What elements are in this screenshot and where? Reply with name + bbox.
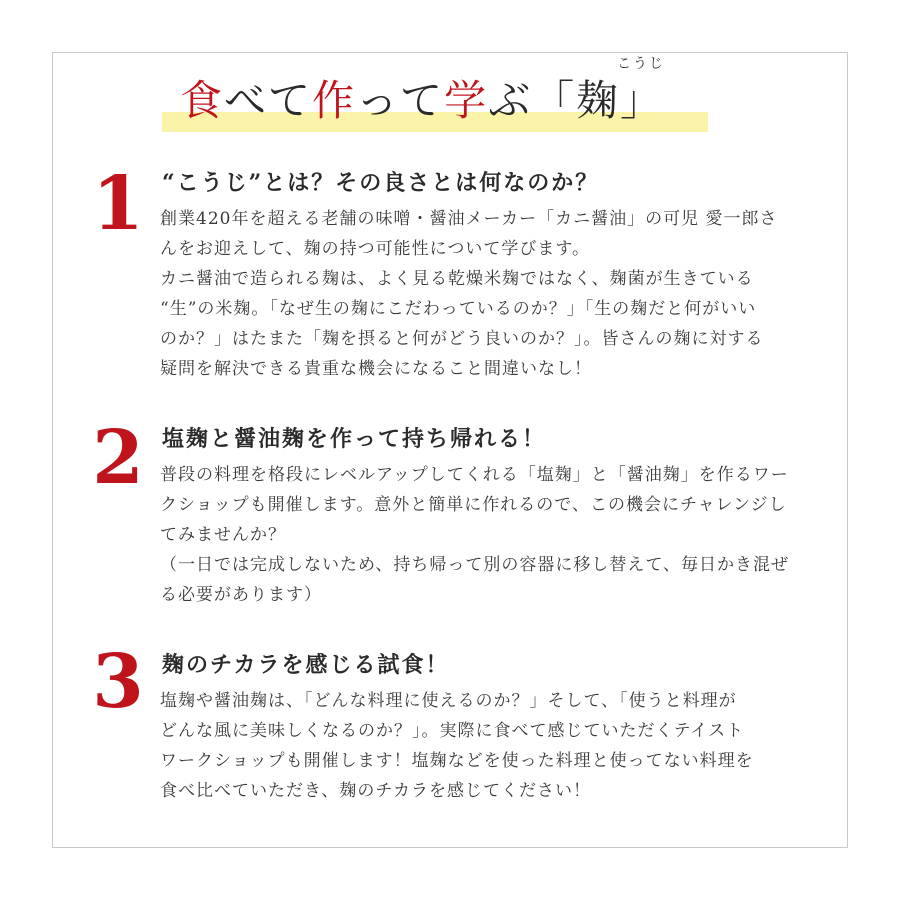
title-part-3: 作 <box>312 76 357 125</box>
section-1-body <box>160 204 840 384</box>
section-3-heading: 麹のチカラを感じる試食！ <box>162 652 450 678</box>
title-part-1: 食 <box>180 76 225 125</box>
section-1-line: “生”の米麹。「なぜ生の麹にこだわっているのか？」「生の麹だと何がいい <box>160 299 757 319</box>
title-ruby: こうじ <box>617 56 665 72</box>
section-1-line: のか？」はたまた「麹を摂ると何がどう良いのか？」。皆さんの麹に対する <box>160 329 764 349</box>
section-3-body <box>160 686 840 806</box>
section-2-heading: 塩麹と醤油麹を作って持ち帰れる！ <box>162 426 547 452</box>
section-3-line: ワークショップも開催します！塩麹などを使った料理と使ってない料理を <box>160 751 754 771</box>
section-2-line: 普段の料理を格段にレベルアップしてくれる「塩麹」と「醤油麹」を作るワー <box>160 465 789 485</box>
section-3-line: どんな風に美味しくなるのか？」。実際に食べて感じていただくテイスト <box>160 721 745 741</box>
title-part-5: 学 <box>444 76 489 125</box>
section-3-number: 3 <box>92 639 144 725</box>
section-2-line: （一日では完成しないため、持ち帰って別の容器に移し替えて、毎日かき混ぜ <box>160 555 789 575</box>
title-block <box>162 58 708 138</box>
section-1-number: 1 <box>92 161 144 247</box>
section-2-line: クショップも開催します。意外と簡単に作れるので、この機会にチャレンジし <box>160 495 787 515</box>
section-3-line: 食べ比べていただき、麹のチカラを感じてください！ <box>160 781 591 801</box>
title-part-2: べて <box>224 76 313 125</box>
title-part-4: って <box>356 76 445 125</box>
section-2-line: る必要があります） <box>160 585 322 605</box>
section-1-line: んをお迎えして、麹の持つ可能性について学びます。 <box>160 239 590 259</box>
section-1-line: 創業420年を超える老舗の味噌・醤油メーカー「カニ醤油」の可児 愛一郎さ <box>160 209 778 229</box>
section-1-line: カニ醤油で造られる麹は、よく見る乾燥米麹ではなく、麹菌が生きている <box>160 269 754 289</box>
section-2-line: てみませんか？ <box>160 525 286 545</box>
title-part-6: ぶ「麹」 <box>488 76 665 125</box>
section-3-line: 塩麹や醤油麹は、「どんな料理に使えるのか？」そして、「使うと料理が <box>160 691 737 711</box>
section-2-number: 2 <box>92 415 144 501</box>
section-2-body <box>160 460 840 610</box>
page-title <box>180 76 664 126</box>
section-1-heading: “こうじ”とは？その良さとは何なのか？ <box>162 170 600 196</box>
section-1-line: 疑問を解決できる貴重な機会になること間違いなし！ <box>160 359 592 379</box>
